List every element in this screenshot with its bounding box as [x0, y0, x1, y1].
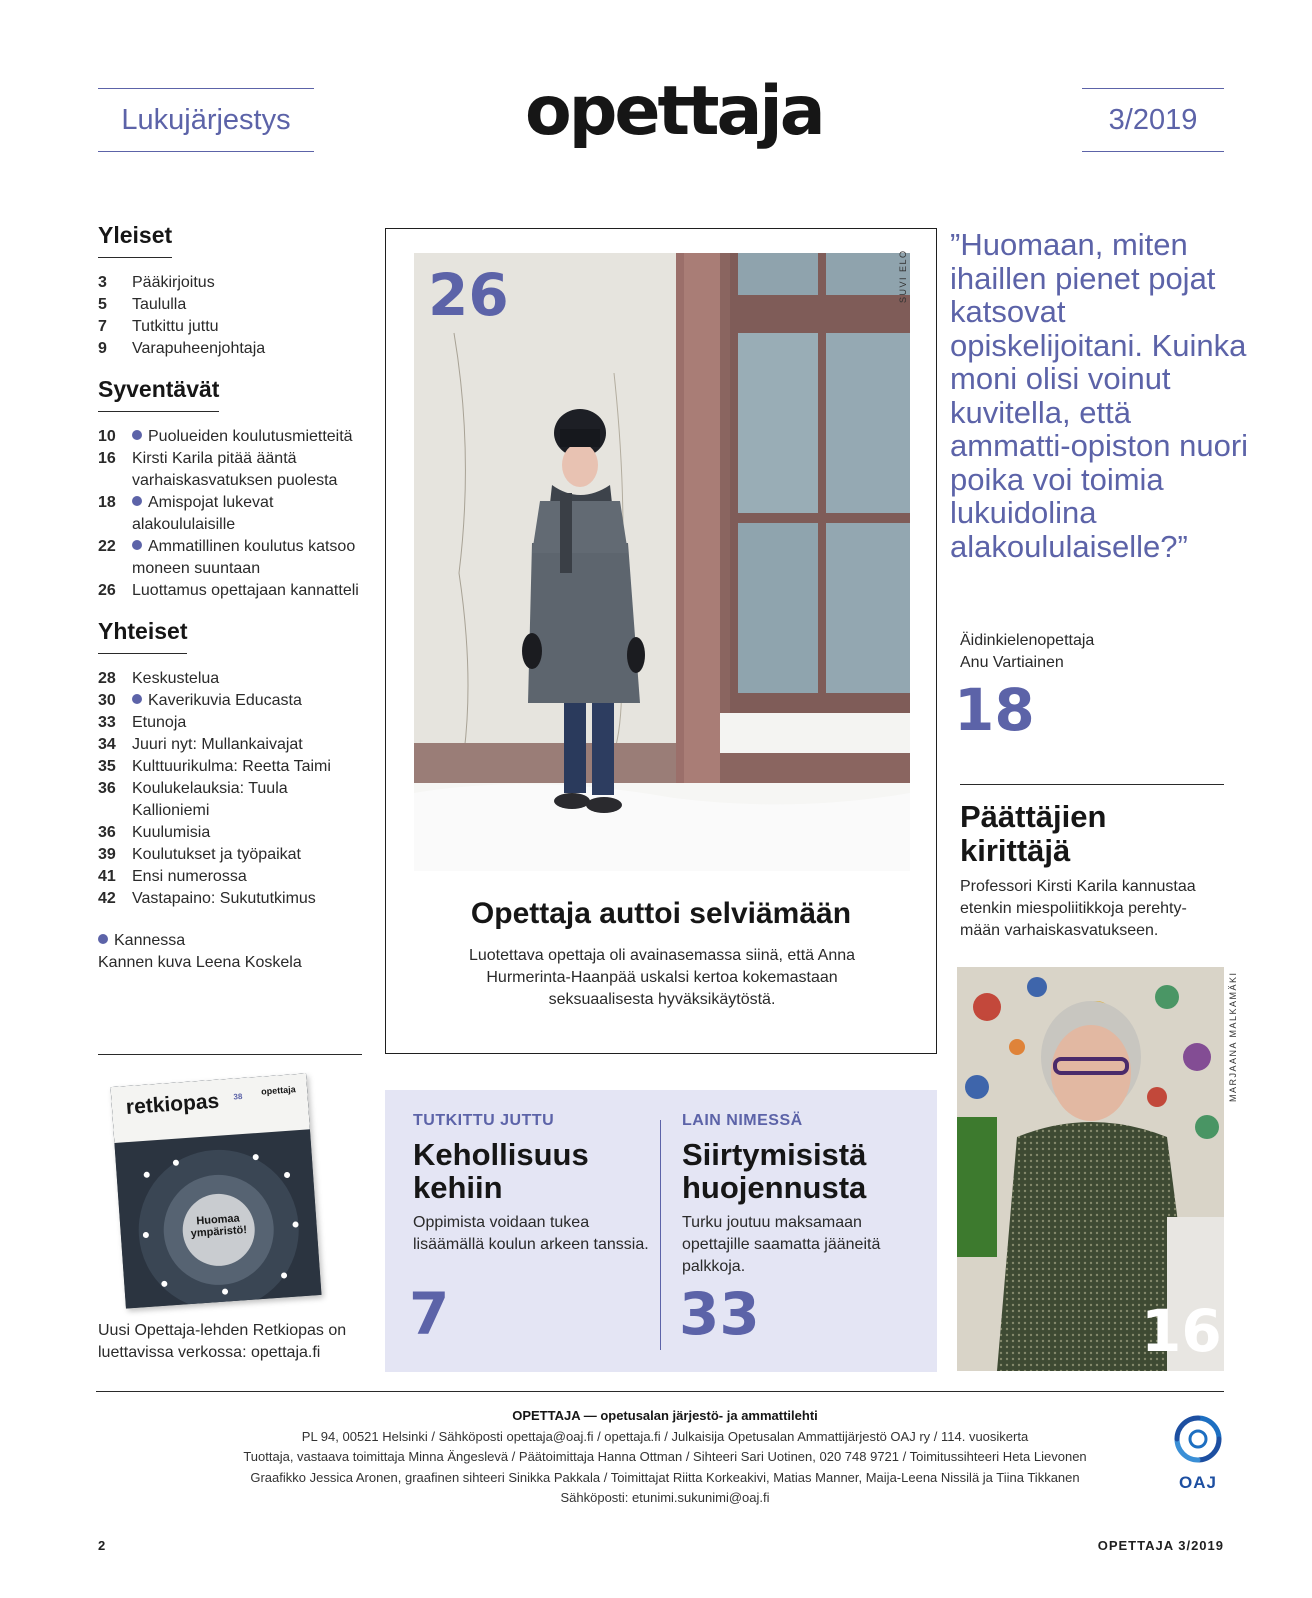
toc-item-text: Pääkirjoitus — [132, 274, 215, 291]
magazine-logo: opettaja — [525, 72, 823, 151]
cover-story-dot-icon — [132, 540, 142, 550]
toc-item-label: Amispojat lukevat alakoululaisille — [132, 494, 274, 533]
retkiopas-brand: opettaja — [260, 1084, 296, 1097]
toc-item-text: Ensi numerossa — [132, 868, 247, 885]
toc-item-text — [132, 426, 362, 448]
imprint-line: Tuottaja, vastaava toimittaja Minna Ängeslevä / Päätoimittaja Hanna Ottman / Sihteeri Sari Uotinen, 020 748 9721 / Toimitussihteeri Heta Lievonen — [243, 1449, 1087, 1464]
section-label: Lukujärjestys — [121, 103, 291, 136]
toc-item-text: Kirsti Karila pitää ääntä varhaiskasvatuksen puolesta — [132, 450, 338, 489]
toc-item[interactable] — [98, 294, 362, 316]
toc-page-num: 3 — [98, 274, 107, 291]
imprint-line: Sähköposti: etunimi.sukunimi@oaj.fi — [560, 1490, 770, 1505]
issue-label-box — [1082, 88, 1224, 152]
toc-page-num: 30 — [98, 692, 116, 709]
toc-item-text: Keskustelua — [132, 670, 220, 687]
toc-item[interactable] — [98, 536, 362, 580]
feature-story[interactable] — [385, 228, 937, 1054]
toc-item-text: Koulutukset ja työpaikat — [132, 846, 301, 863]
quote-speaker-name: Anu Vartiainen — [960, 654, 1064, 671]
cover-story-dot-icon — [98, 934, 108, 944]
imprint-line: PL 94, 00521 Helsinki / Sähköposti opettaja@oaj.fi / opettaja.fi / Julkaisija Opetusalan Ammattijärjestö OAJ ry / 114. vuosikerta — [301, 1428, 1029, 1444]
photo-credit-outside: MARJAANA MALKAMÄKI — [1228, 971, 1238, 1102]
toc-item[interactable] — [98, 778, 362, 822]
quote-page-number: 18 — [954, 676, 1035, 744]
side-story-photo[interactable] — [957, 967, 1224, 1371]
teaser-kicker: LAIN NIMESSÄ — [682, 1112, 803, 1129]
teaser-page-number: 7 — [409, 1280, 450, 1348]
teaser-left[interactable] — [413, 1112, 653, 1256]
toc-page-num: 10 — [98, 428, 116, 445]
toc-page-num: 26 — [98, 582, 116, 599]
table-of-contents — [98, 222, 362, 974]
feature-text: Luotettava opettaja oli avainasemassa siinä, että Anna Hurmerinta-Haanpää uskalsi kertoa kokemastaan seksuaalisesta hyväksikäytöstä. — [468, 947, 856, 1008]
imprint-line: Graafikko Jessica Aronen, graafinen sihteeri Sinikka Pakkala / Toimittajat Riitta Korkeakivi, Matias Manner, Maija-Leena Nissilä ja Tiina Tikkanen — [250, 1469, 1080, 1485]
toc-item[interactable] — [98, 844, 362, 866]
toc-item[interactable] — [98, 580, 362, 602]
side-story-text: Professori Kirsti Karila kannustaa etenkin miespoliitikkoja perehty-mään varhaiskasvatukseen. — [960, 878, 1196, 939]
feature-page-number: 26 — [428, 261, 509, 329]
toc-page-num: 9 — [98, 340, 107, 357]
toc-page-num: 22 — [98, 538, 116, 555]
retkiopas-headline: Huomaa ympäristö! — [190, 1212, 248, 1240]
toc-item-text: Etunoja — [132, 714, 187, 731]
divider — [98, 1054, 362, 1055]
section-label-box — [98, 88, 314, 152]
toc-item-label: Puolueiden koulutusmietteitä — [148, 428, 353, 445]
cover-story-dot-icon — [132, 496, 142, 506]
issue-label: 3/2019 — [1108, 103, 1198, 136]
page-number: 2 — [98, 1538, 106, 1553]
toc-item[interactable] — [98, 756, 362, 778]
teaser-kicker: TUTKITTU JUTTU — [413, 1112, 555, 1129]
toc-item[interactable] — [98, 668, 362, 690]
retkiopas-caption: Uusi Opettaja-lehden Retkiopas on luettavissa verkossa: opettaja.fi — [98, 1322, 347, 1361]
photo-credit: SUVI ELO — [898, 249, 908, 303]
teaser-panel — [385, 1090, 937, 1372]
divider — [660, 1120, 661, 1350]
divider — [96, 1391, 1224, 1392]
toc-page-num: 36 — [98, 824, 116, 841]
toc-page-num: 42 — [98, 890, 116, 907]
toc-item-text: Kuulumisia — [132, 824, 211, 841]
toc-item[interactable] — [98, 822, 362, 844]
toc-item[interactable] — [98, 272, 362, 294]
toc-page-num: 18 — [98, 494, 116, 511]
toc-item[interactable] — [98, 338, 362, 360]
pull-quote: ”Huomaan, miten ihaillen pienet pojat katsovat opiskelijoitani. Kuinka moni olisi voinut kuvitella, että ammatti-opiston nuori poika voi toimia lukuidolina alakoululaiselle?” — [950, 227, 1249, 564]
side-story-page-number: 16 — [1141, 1297, 1222, 1365]
imprint — [120, 1406, 1210, 1509]
toc-page-num: 35 — [98, 758, 116, 775]
toc-item[interactable] — [98, 734, 362, 756]
feature-photo — [414, 253, 910, 871]
toc-item[interactable] — [98, 316, 362, 338]
toc-item-text: Taululla — [132, 296, 187, 313]
toc-item[interactable] — [98, 448, 362, 492]
teaser-title: Siirtymisistä huojennusta — [682, 1137, 867, 1205]
toc-item-text: Vastapaino: Sukututkimus — [132, 890, 316, 907]
retkiopas-number: 38 — [233, 1091, 243, 1102]
toc-item-text: Luottamus opettajaan kannatteli — [132, 582, 359, 599]
cover-note — [98, 930, 362, 974]
toc-item-text: Koulukelauksia: Tuula Kallioniemi — [132, 780, 288, 819]
cover-story-dot-icon — [132, 694, 142, 704]
toc-group-yleiset — [98, 222, 362, 360]
cover-story-dot-icon — [132, 430, 142, 440]
toc-item-label: Ammatillinen koulutus katsoo moneen suuntaan — [132, 538, 356, 577]
toc-item-text: Tutkittu juttu — [132, 318, 219, 335]
toc-item-text: Varapuheenjohtaja — [132, 340, 266, 357]
toc-item-text: Kulttuurikulma: Reetta Taimi — [132, 758, 331, 775]
retkiopas-title: retkiopas — [125, 1089, 220, 1120]
toc-item[interactable] — [98, 888, 362, 910]
toc-page-num: 33 — [98, 714, 116, 731]
side-story-title[interactable]: Päättäjien kirittäjä — [960, 799, 1107, 868]
quote-attribution — [960, 630, 1094, 674]
toc-item[interactable] — [98, 690, 362, 712]
toc-item[interactable] — [98, 492, 362, 536]
quote-speaker-role: Äidinkielenopettaja — [960, 632, 1095, 649]
teaser-text: Oppimista voidaan tukea lisäämällä koulun arkeen tanssia. — [413, 1214, 649, 1253]
toc-item-text — [132, 536, 362, 580]
toc-item-text — [132, 690, 362, 712]
toc-page-num: 39 — [98, 846, 116, 863]
retkiopas-cover[interactable] — [110, 1073, 321, 1308]
toc-group-syventavat — [98, 376, 362, 602]
toc-item[interactable] — [98, 426, 362, 448]
toc-group-yhteiset — [98, 618, 362, 910]
toc-page-num: 36 — [98, 780, 116, 797]
teaser-title: Kehollisuus kehiin — [413, 1137, 589, 1205]
divider — [960, 784, 1224, 785]
cover-credit: Kannen kuva Leena Koskela — [98, 954, 302, 971]
toc-page-num: 41 — [98, 868, 116, 885]
toc-item[interactable] — [98, 712, 362, 734]
feature-title: Opettaja auttoi selviämään — [470, 897, 852, 930]
teaser-page-number: 33 — [679, 1280, 760, 1348]
toc-item[interactable] — [98, 866, 362, 888]
toc-page-num: 34 — [98, 736, 116, 753]
toc-group-title: Yhteiset — [98, 618, 187, 654]
teaser-right[interactable] — [682, 1112, 922, 1278]
footer-issue: OPETTAJA 3/2019 — [1097, 1538, 1224, 1553]
oaj-logo — [1168, 1412, 1228, 1493]
feature-photo-illustration — [414, 253, 910, 871]
toc-group-title: Syventävät — [98, 376, 219, 412]
toc-page-num: 16 — [98, 450, 116, 467]
toc-item-text: Juuri nyt: Mullankaivajat — [132, 736, 303, 753]
toc-item-label: Kaverikuvia Educasta — [148, 692, 302, 709]
oaj-logo-text: OAJ — [1179, 1473, 1217, 1492]
teaser-text: Turku joutuu maksamaan opettajille saamatta jääneitä palkkoja. — [682, 1214, 881, 1275]
toc-page-num: 28 — [98, 670, 116, 687]
toc-page-num: 5 — [98, 296, 107, 313]
imprint-line: OPETTAJA — opetusalan järjestö- ja ammattilehti — [512, 1408, 818, 1423]
cover-label: Kannessa — [114, 932, 186, 949]
toc-page-num: 7 — [98, 318, 107, 335]
toc-group-title: Yleiset — [98, 222, 172, 258]
toc-item-text — [132, 492, 362, 536]
oaj-swirl-icon — [1171, 1412, 1225, 1466]
